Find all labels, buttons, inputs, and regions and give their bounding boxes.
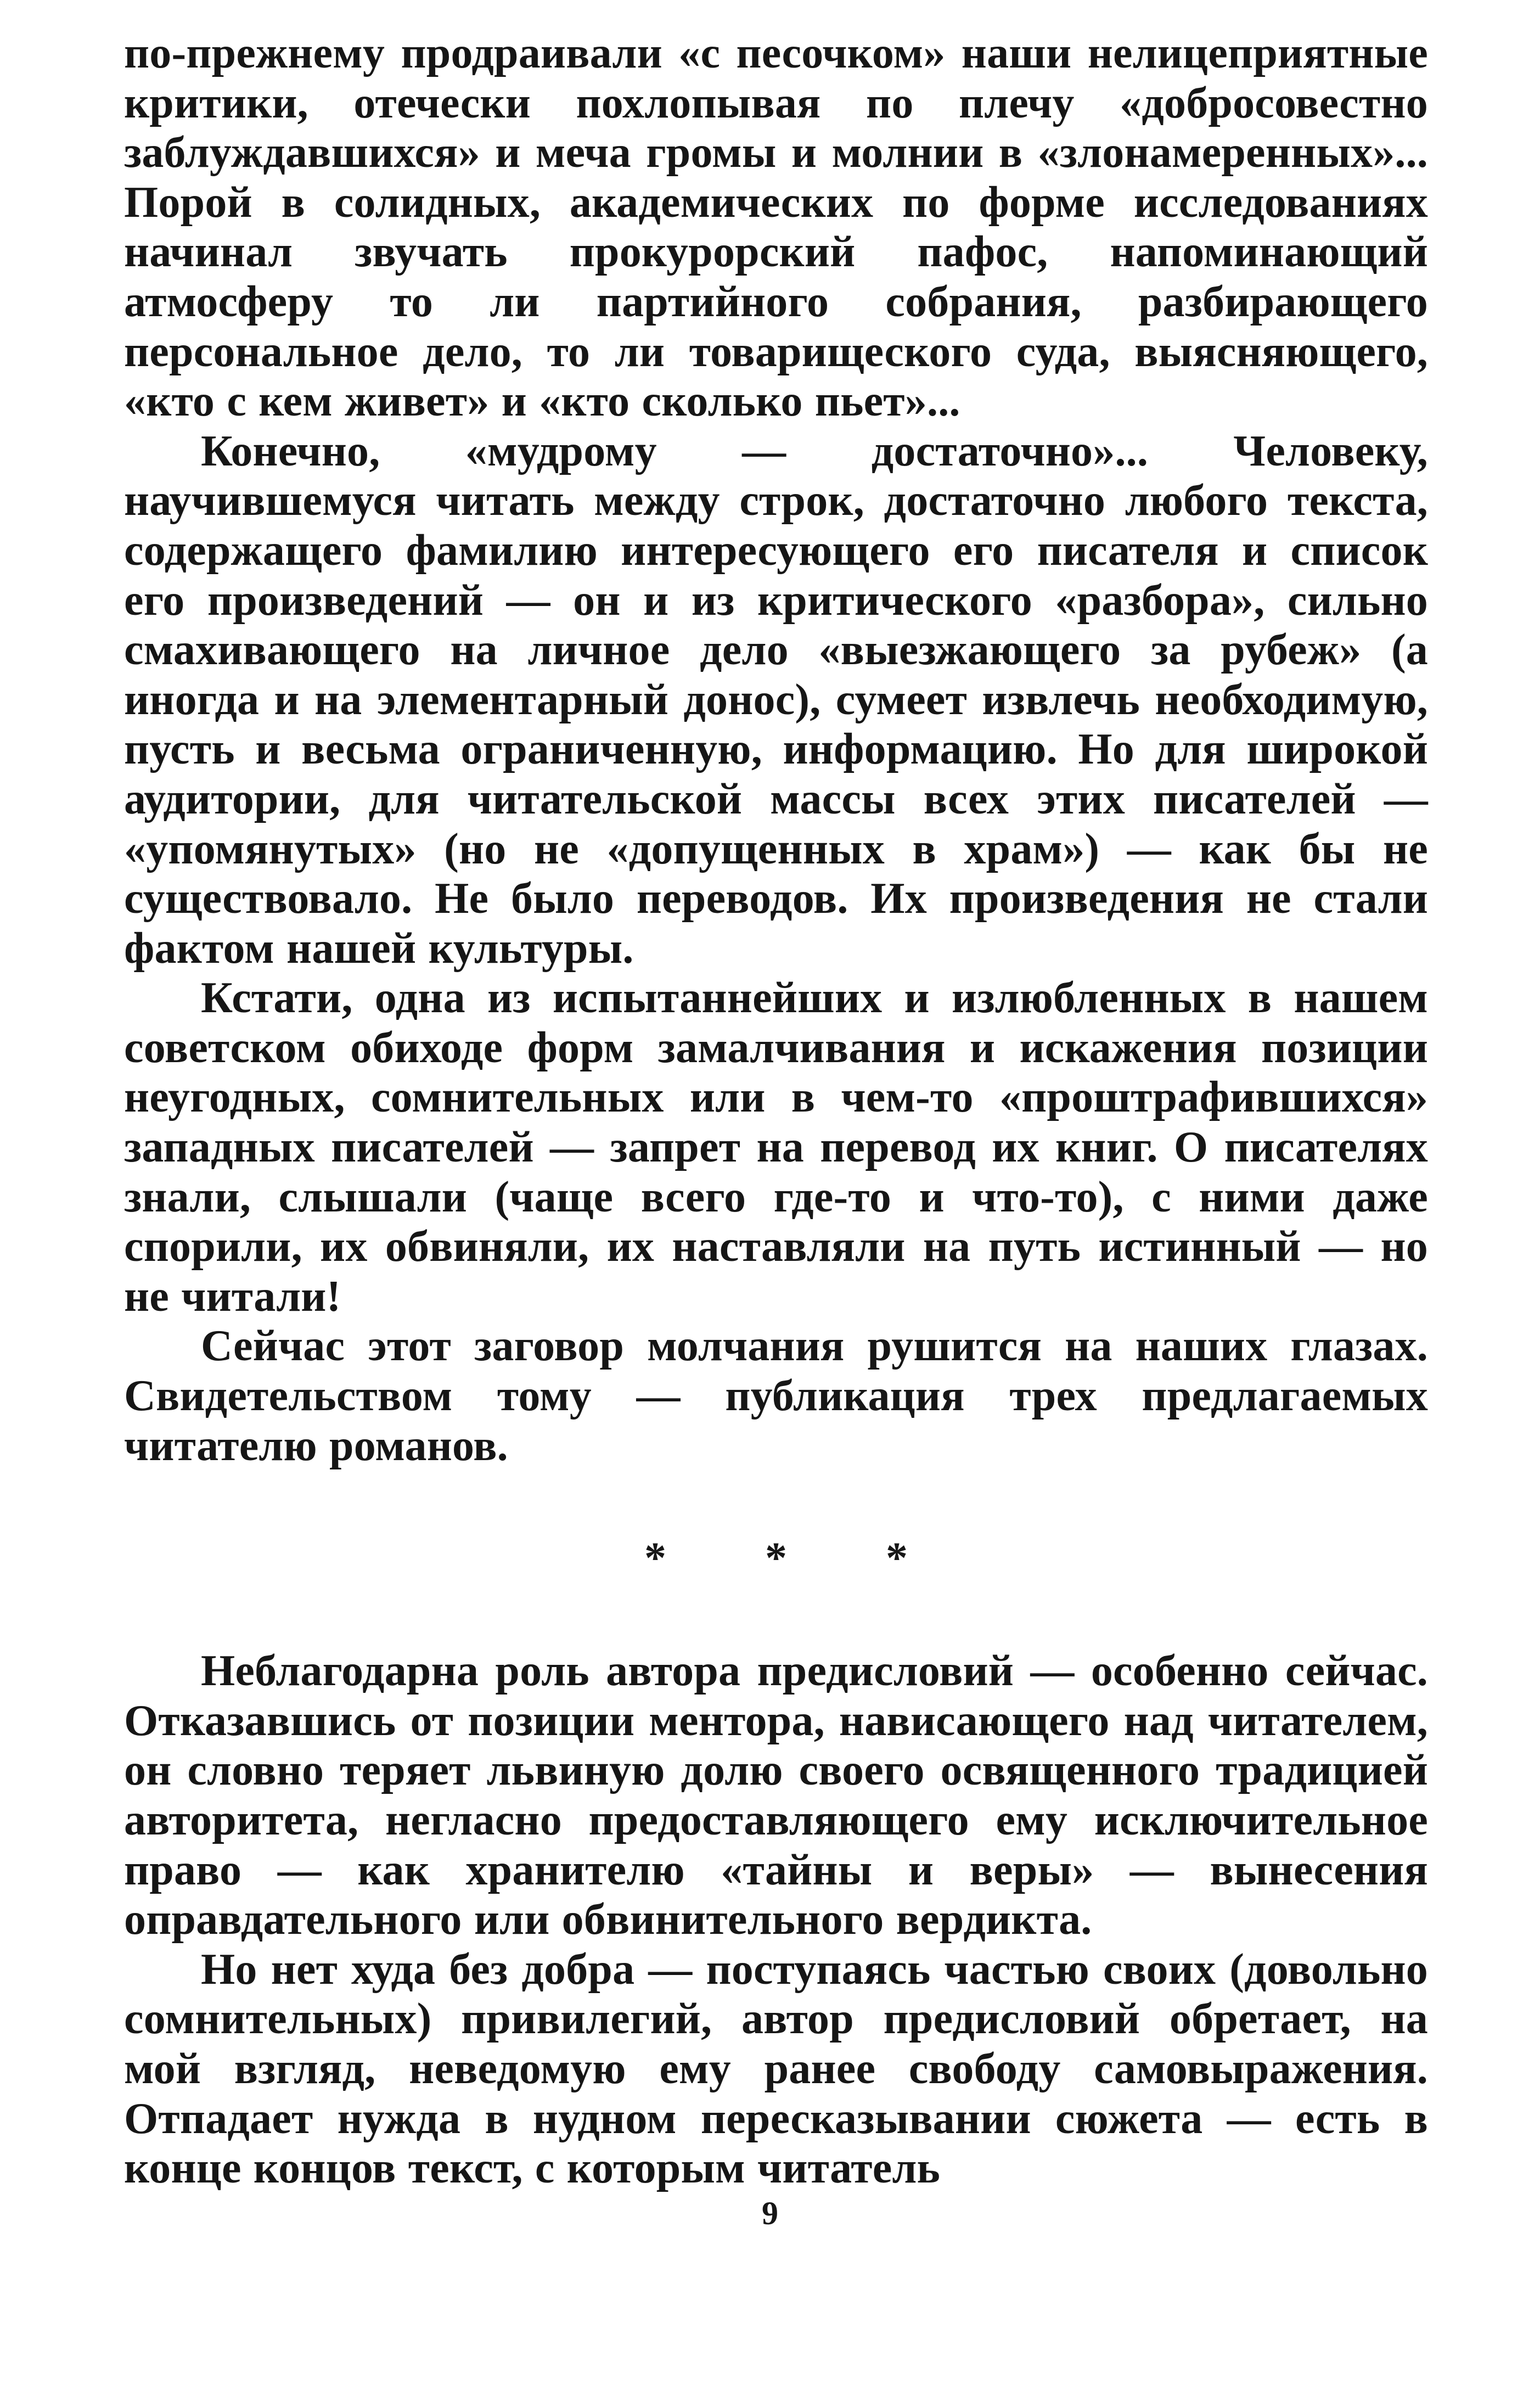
paragraph-preface-author-role: Неблагодарна роль автора предисловий — особенно сейчас. Отказавшись от позиции ментора, нависающего над читателем, он словно теряет львиную долю своего освященного традицией авторитета, негласно предоставляющего ему исключительное право — как хранителю «тайны и веры» — вынесения оправдательного или обвинительного вердикта. xyxy=(124,1647,1428,1944)
paragraph-translation-ban: Кстати, одна из испытаннейших и излюбленных в нашем советском обиходе форм замалчивания и искажения позиции неугодных, сомнительных или в чем-то «проштрафившихся» западных писателей — запрет на перевод их книг. О писателях знали, слышали (чаще всего где-то и что-то), с ними даже спорили, их обвиняли, их наставляли на путь истинный — но не читали! xyxy=(124,974,1428,1321)
page-number: 9 xyxy=(762,2195,778,2231)
page-body xyxy=(124,29,1428,2193)
paragraph-conspiracy-of-silence: Сейчас этот заговор молчания рушится на наших глазах. Свидетельством тому — публикация трех предлагаемых читателю романов. xyxy=(124,1322,1428,1470)
paragraph-freedom-of-expression: Но нет худа без добра — поступаясь частью своих (довольно сомнительных) привилегий, автор предисловий обретает, на мой взгляд, неведомую ему ранее свободу самовыражения. Отпадает нужда в нудном пересказывании сюжета — есть в конце концов текст, с которым читатель xyxy=(124,1945,1428,2193)
section-separator: * * * xyxy=(644,1534,952,1583)
paragraph-wise-enough: Конечно, «мудрому — достаточно»... Человеку, научившемуся читать между строк, достаточно любого текста, содержащего фамилию интересующего его писателя и список его произведений — он и из критического «разбора», сильно смахивающего на личное дело «выезжающего за рубеж» (а иногда и на элементарный донос), сумеет извлечь необходимую, пусть и весьма ограниченную, информацию. Но для широкой аудитории, для читательской массы всех этих писателей — «упомянутых» (но не «допущенных в храм») — как бы не существовало. Не было переводов. Их произведения не стали фактом нашей культуры. xyxy=(124,427,1428,973)
text-block-top xyxy=(124,29,1428,1471)
text-block-bottom xyxy=(124,1646,1428,2193)
paragraph-continuation: по-прежнему продраивали «с песочком» наши нелицеприятные критики, отечески похлопывая по плечу «добросовестно заблуждавшихся» и меча громы и молнии в «злонамеренных»... Порой в солидных, академических по форме исследованиях начинал звучать прокурорский пафос, напоминающий атмосферу то ли партийного собрания, разбирающего персональное дело, то ли товарищеского суда, выясняющего, «кто с кем живет» и «кто сколько пьет»... xyxy=(124,29,1428,426)
